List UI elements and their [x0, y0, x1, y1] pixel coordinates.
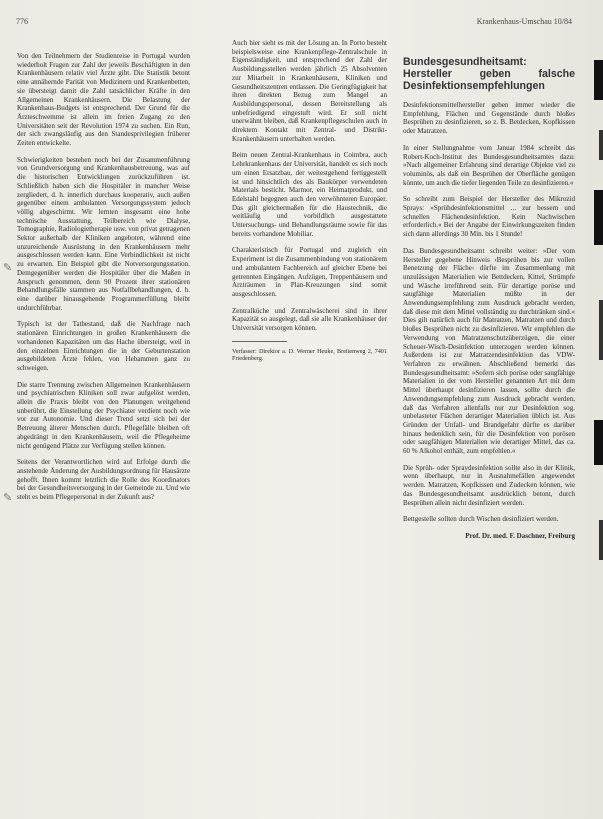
page-number: 776 [16, 17, 28, 26]
column-3-article [403, 56, 575, 541]
edge-binding-mark [594, 60, 603, 100]
paragraph: Seitens der Verantwortlichen wird auf Erfolge durch die anstehende Änderung der Ausbildungsordnung für Hausärzte gehofft. Ihnen kommt letztlich die Rolle des Koordinators bei der Gesundheitsversorgung in der Gemeinde zu. Und wie steht es beim Pflegepersonal in der Zukunft aus? [17, 458, 190, 502]
paragraph: Typisch ist der Tatbestand, daß die Nachfrage nach stationären Einrichtungen in großen Krankenhäusern die vorhandenen Kapazitäten um das Hache übersteigt, weil in den einzelnen Einrichtungen die in der Geburtenstation ausgebildeten Ärzte fehlen, von Hebammen ganz zu schweigen. [17, 320, 190, 372]
paragraph: Bettgestelle sollten durch Wischen desinfiziert werden. [403, 515, 559, 524]
edge-binding-mark [594, 190, 603, 245]
paragraph: So schreibt zum Beispiel der Hersteller des Mikrozid Sprays: »Sprühdesinfektionsmittel ... zur bessern und schnellen Flächendesinfektion. Kein Nachwischen erforderlich.« Bei der Angabe der Einwirkungszeiten finden sich dann allerdings 30 Min. bis 1 Stunde! [403, 195, 575, 239]
column-1 [17, 52, 190, 510]
paragraph: Charakteristisch für Portugal und zugleich ein Experiment ist die Zusammenbindung von stationärem und ambulantem Fachbereich auf gleicher Ebene bei getrennten Eingängen. Aufzügen, Treppenhäusern und Arzträumen in Plan-Kreuzungen sind somit ausgeschlossen. [232, 246, 387, 298]
author-signature: Prof. Dr. med. F. Daschner, Freiburg [465, 531, 575, 540]
article-title: Bundesgesundheitsamt: Hersteller geben falsche Desinfektionsempfehlungen [403, 56, 575, 92]
margin-annotation-icon: ✎ [3, 262, 13, 274]
paragraph: Schwierigkeiten bestehen noch bei der Zusammenführung von Grundversorgung und Krankenhausbetreuung, was auf die historischen Entwicklungen zurückzuführen ist. Schließlich haben sich die Hospitäler in mancher Weise zergliedert, d. h. innerlich durchaus kooperativ, auch außen gegenüber einem ambulanten Versorgungssystem jedoch völlig abgeschirmt. Wir lernten insgesamt eine hohe technische Ausstattung, Teilbereich wie Dialyse, Tomographie, Radiologietherapie usw. von privat getragenen Sektor außerhalb der Kliniken angeboten, während eine unzureichende Ausrüstung in den Krankenhäusern mehr ausgeschlossen werden kann. Eine Verbindlichkeit ist nicht zu erwarten. Ein Beispiel gibt die Notversorgungsstation. Demgegenüber werden die Hospitäler über die Maßen in Anspruch genommen, denn 90 Prozent ihrer stationären Behandlungsfälle stammen aus Notfallbehandlungen, d. h. eine darüber hinausgehende Programmerfüllung bleibt undurchführbar. [17, 155, 190, 312]
page-header [16, 17, 572, 31]
edge-binding-mark [599, 130, 603, 160]
footnote-divider [232, 341, 287, 342]
journal-title: Krankenhaus-Umschau 10/84 [476, 17, 572, 26]
footnote: Verfasser: Direktor a. D. Werner Heuke, Breitenweg 2, 7401 Friedenberg. [232, 347, 387, 363]
paragraph: Die Sprüh- oder Spraydesinfektion sollte also in der Klinik, wenn überhaupt, nur in Ausnahmefällen angewendet werden. Matratzen, Kopfkissen und Zudecken können, wie das Bundesgesundheitsamt ausdrücklich betont, durch Besprühen allein nicht desinfiziert werden. [403, 463, 575, 507]
paragraph: Von den Teilnehmern der Studienreise in Portugal wurden wiederholt Fragen zur Zahl der jeweils Beschäftigten in den Krankenhäusern relativ viel Ärzte gibt. Die Statistik betont eine annähernde Parität von Medizinern und Krankenbetten, sie übersteigt damit die Zahl tatsächlicher Kräfte in den Allgemeinen Krankenhäusern. Die Belastung der Krankenhaus-Budgets ist entsprechend. Der Grund für die Ärzteschwemme ist allein im freien Zugang zu den Universitäten seit der Revolution 1974 zu suchen. Ein Run, der sich zwangsläufig aus den Standesprivilegien früherer Zeiten entwickelte. [17, 52, 190, 148]
paragraph: Die starre Trennung zwischen Allgemeinen Krankenhäusern und psychiatrischen Kliniken soll zwar aufgelöst werden, allein die Praxis bleibt von den Planungen weitgehend unberührt, die Einstellung der Psychiater verdient noch wie vor zur Autonomie. Und dieser Trend setzt sich bei der Betreuung älterer Menschen durch. Pflegefälle bleiben oft abgedrängt in den Krankenhäusern, weil die Pflegeheime nicht genügend Plätze zur Verfügung stellen können. [17, 380, 190, 450]
paragraph: Das Bundesgesundheitsamt schreibt weiter: »Der vom Hersteller gegebene Hinweis ›Besprühen bis zur vollen Benetzung der Fläche‹ dürfte im Zusammenhang mit unzulässigen Materialien wie Bettdecken, Kittel, Strümpfe und Wäsche irreführend sein. Für derartige poröse und saugfähige Materialien müßte in der Anwendungsempfehlung zum Ausdruck gebracht werden, daß diese mit dem Mittel vollständig zu durchtränken sind.« Dies gilt natürlich auch für Matratzen, Matratzen und durch bloßes Besprühen nicht zu desinfizieren. Wir empfehlen die Verwendung von Matratzenschutzüberzügen, die einer Scheuer-Wisch-Desinfektion unterzogen werden können. Außerdem ist zur Matratzendesinfektion das VDW-Verfahren zu erwähnen. Abschließend bemerkt das Bundesgesundheitsamt: »Sofern sich poröse oder saugfähige Materialien in der vom Hersteller genannten Art mit dem Mittel überhaupt desinfizieren lassen, sollte durch die Anwendungsempfehlung zum Ausdruck gebracht werden, daß das Verfahren allenfalls nur zur Desinfektion sog. unbelasteter Flächen derartiger Materialien üblich ist. Aus Gründen der Unfall- und Brandgefahr dürfte es darüber hinaus bedenklich sein, für die Desinfektion von porösen oder saugfähigen Materialien wie derartiger Mittel, das ca. 60 % Alkohol enthält, zum empfehlen.« [403, 246, 575, 456]
margin-annotation-icon: ✎ [3, 492, 13, 504]
paragraph: In einer Stellungnahme vom Januar 1984 schreibt das Robert-Koch-Institut des Bundesgesundheitsamtes dazu: »Nach allgemeiner Erfahrung sind derartige Objekte viel zu voluminös, als daß ein Besprühen der Oberfläche genügen könnte, um auch die tiefer liegenden Teile zu desinfizieren.« [403, 143, 575, 187]
paragraph: Beim neuen Zentral-Krankenhaus in Coimbra, auch Lehrkrankenhaus der Universität, handelt es sich noch um einen Ersatzbau, der weitestgehend fertiggestellt ist und hinsichtlich des als Baukörper verwendeten Materials besticht. Marmor, ein Heimatprodukt, und Edelstahl begegnen auch den verwöhnteren Europäer. Das gilt gleichermaßen für die Haustechnik, die weitläufig und vorbildlich ausgestattete Untersuchungs- und Behandlungsräume sowie für das bereits vorhandene Mobiliar. [232, 151, 387, 238]
paragraph: Zentralküche und Zentralwäscherei sind in ihrer Kapazität so ausgelegt, daß sie alle Krankenhäuser der Universität versorgen können. [232, 306, 387, 333]
edge-binding-mark [599, 300, 603, 360]
column-2 [232, 39, 387, 371]
edge-binding-mark [599, 520, 603, 560]
paragraph: Desinfektionsmittelhersteller geben immer wieder die Empfehlung, Flächen und Gegenstände durch bloßes Besprühen zu desinfizieren, so z. B. Betdecken, Kopfkissen oder Matratzen. [403, 101, 575, 136]
paragraph: Auch hier sieht es mit der Lösung an. In Porto besteht beispielsweise eine Krankenpflege-Zentralschule in Eigenständigkeit, und entsprechend der Zahl der Ausbildungsstellen werden jährlich 25 Absolventen zur Mitarbeit in Krankenhäusern, Kliniken und Gesundheitszentren entlassen. Die Geringfügigkeit hat ihren direkten Bezug zum Mangel an Ausbildungspersonal, dessen Bereitstellung als unbefriedigend eingestuft wird. Er soll nicht unerwähnt bleiben, daß Krankenpflegeschulen auch in direktem Kontakt mit Zentral- und Distrikt-Krankenhäusern unterhalten werden. [232, 39, 387, 143]
edge-binding-mark [594, 420, 603, 465]
